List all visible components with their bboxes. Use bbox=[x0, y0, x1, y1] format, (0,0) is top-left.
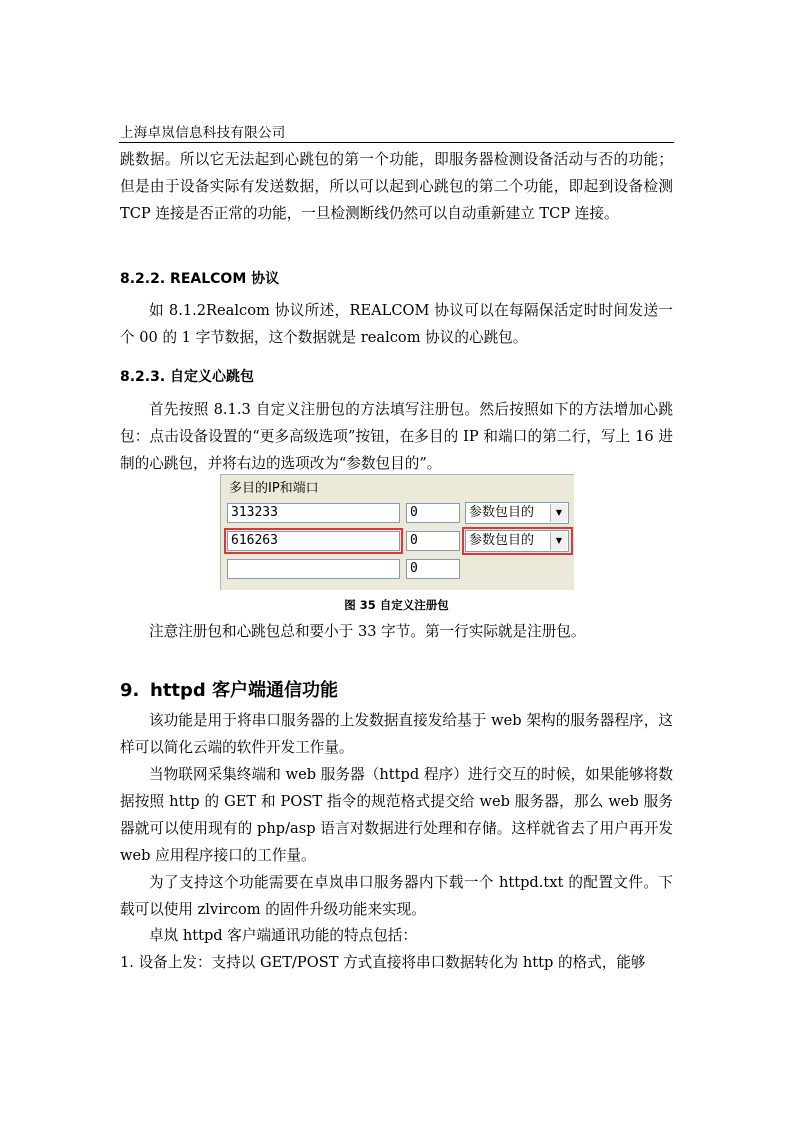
option-select-row-1[interactable] bbox=[465, 502, 569, 524]
port-field-row-2[interactable]: 0 bbox=[406, 531, 460, 551]
figure-caption: 图 35 自定义注册包 bbox=[344, 598, 449, 612]
section-9-paragraph-3: 为了支持这个功能需要在卓岚串口服务器内下载一个 httpd.txt 的配置文件。下载可以使用 zlvircom 的固件升级功能来实现。 bbox=[120, 874, 673, 918]
section-title: httpd 客户端通信功能 bbox=[150, 680, 339, 701]
section-9-paragraph-2: 当物联网采集终端和 web 服务器（httpd 程序）进行交互的时候，如果能够将数据按照 http 的 GET 和 POST 指令的规范格式提交给 web 服务器，那么 web 服务器就可以使用现有的 php/asp 语言对数据进行处理和存储。这样就省去了用户再开发 web 应用程序接口的工作量。 bbox=[120, 766, 673, 864]
chevron-down-icon[interactable]: ▼ bbox=[550, 532, 567, 550]
paragraph-custom-heartbeat: 首先按照 8.1.3 自定义注册包的方法填写注册包。然后按照如下的方法增加心跳包：点击设备设置的“更多高级选项”按钮，在多目的 IP 和端口的第二行，写上 16 进制的心跳包，并将右边的选项改为“参数包目的”。 bbox=[120, 401, 673, 472]
heading-8-2-2: 8.2.2. REALCOM 协议 bbox=[120, 271, 280, 287]
option-select-value: 参数包目的 bbox=[469, 533, 535, 548]
section-number: 9. bbox=[120, 680, 140, 701]
ip-field-row-3[interactable] bbox=[227, 559, 400, 579]
port-field-row-1[interactable]: 0 bbox=[406, 503, 460, 523]
paragraph-realcom: 如 8.1.2Realcom 协议所述，REALCOM 协议可以在每隔保活定时时间发送一个 00 的 1 字节数据，这个数据就是 realcom 协议的心跳包。 bbox=[120, 302, 673, 346]
ip-field-row-2[interactable]: 616263 bbox=[227, 531, 400, 551]
highlight-ip-row-2 bbox=[224, 528, 403, 554]
option-select-value: 参数包目的 bbox=[469, 505, 535, 520]
highlight-option-row-2 bbox=[462, 527, 573, 555]
continued-paragraph: 跳数据。所以它无法起到心跳包的第一个功能，即服务器检测设备活动与否的功能；但是由于设备实际有发送数据，所以可以起到心跳包的第二个功能，即起到设备检测 TCP 连接是否正常的功能，一旦检测断线仍然可以自动重新建立 TCP 连接。 bbox=[120, 151, 673, 222]
multi-destination-panel bbox=[220, 474, 574, 590]
heading-section-9 bbox=[120, 676, 338, 702]
note-paragraph: 注意注册包和心跳包总和要小于 33 字节。第一行实际就是注册包。 bbox=[149, 623, 586, 640]
panel-title: 多目的IP和端口 bbox=[229, 481, 319, 496]
list-item-1: 1. 设备上发：支持以 GET/POST 方式直接将串口数据转化为 http 的格式，能够 bbox=[120, 954, 646, 971]
port-field-row-3[interactable]: 0 bbox=[406, 559, 460, 579]
chevron-down-icon[interactable]: ▼ bbox=[550, 504, 567, 522]
section-9-paragraph-4: 卓岚 httpd 客户端通讯功能的特点包括： bbox=[149, 927, 417, 944]
section-9-paragraph-1: 该功能是用于将串口服务器的上发数据直接发给基于 web 架构的服务器程序，这样可以简化云端的软件开发工作量。 bbox=[120, 712, 673, 756]
ip-field-row-1[interactable]: 313233 bbox=[227, 503, 400, 523]
heading-8-2-3: 8.2.3. 自定义心跳包 bbox=[120, 369, 255, 385]
header-rule bbox=[119, 142, 674, 143]
header-company: 上海卓岚信息科技有限公司 bbox=[120, 125, 286, 141]
